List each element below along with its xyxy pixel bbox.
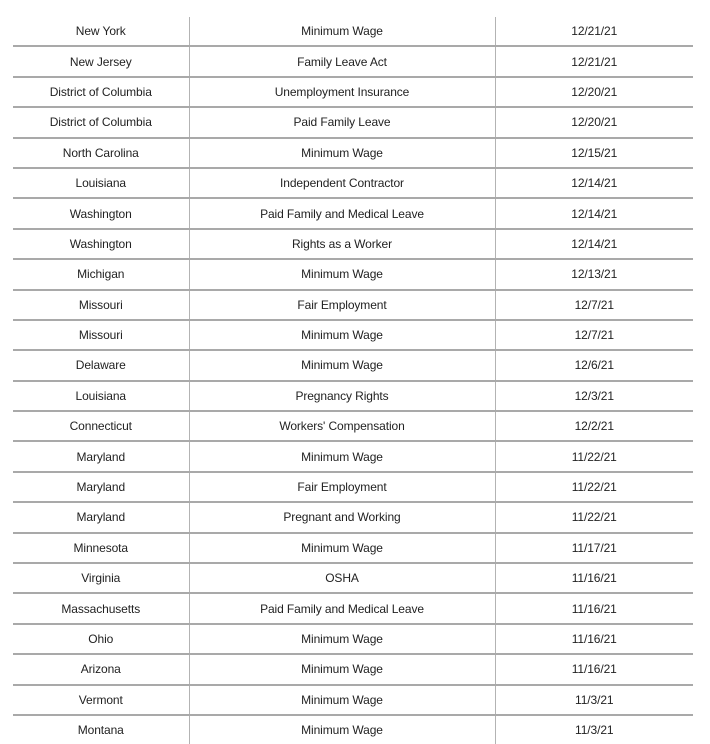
topic-cell: Fair Employment <box>189 290 495 320</box>
state-cell: Maryland <box>13 441 189 471</box>
state-cell: District of Columbia <box>13 77 189 107</box>
date-cell: 12/14/21 <box>495 168 693 198</box>
state-cell: Washington <box>13 198 189 228</box>
topic-cell: Fair Employment <box>189 472 495 502</box>
topic-cell: Rights as a Worker <box>189 229 495 259</box>
date-cell: 11/22/21 <box>495 441 693 471</box>
topic-cell: Family Leave Act <box>189 46 495 76</box>
state-cell: Washington <box>13 229 189 259</box>
table-row <box>13 624 693 654</box>
state-cell: Missouri <box>13 290 189 320</box>
table-row <box>13 715 693 744</box>
table-body <box>13 17 693 744</box>
date-cell: 12/15/21 <box>495 138 693 168</box>
date-cell: 11/16/21 <box>495 624 693 654</box>
date-cell: 12/6/21 <box>495 350 693 380</box>
state-cell: Arizona <box>13 654 189 684</box>
topic-cell: Minimum Wage <box>189 259 495 289</box>
table-row <box>13 168 693 198</box>
table-row <box>13 77 693 107</box>
topic-cell: Pregnant and Working <box>189 502 495 532</box>
state-cell: Michigan <box>13 259 189 289</box>
table-row <box>13 107 693 137</box>
table-row <box>13 563 693 593</box>
state-cell: Connecticut <box>13 411 189 441</box>
topic-cell: Pregnancy Rights <box>189 381 495 411</box>
date-cell: 11/16/21 <box>495 563 693 593</box>
labor-law-updates-table-container <box>13 17 693 744</box>
state-cell: Louisiana <box>13 168 189 198</box>
topic-cell: Workers' Compensation <box>189 411 495 441</box>
date-cell: 12/13/21 <box>495 259 693 289</box>
date-cell: 11/16/21 <box>495 593 693 623</box>
topic-cell: Minimum Wage <box>189 17 495 46</box>
state-cell: District of Columbia <box>13 107 189 137</box>
table-row <box>13 17 693 46</box>
date-cell: 12/20/21 <box>495 107 693 137</box>
topic-cell: Minimum Wage <box>189 715 495 744</box>
topic-cell: Paid Family Leave <box>189 107 495 137</box>
date-cell: 12/2/21 <box>495 411 693 441</box>
date-cell: 12/3/21 <box>495 381 693 411</box>
table-row <box>13 320 693 350</box>
state-cell: Maryland <box>13 502 189 532</box>
topic-cell: Minimum Wage <box>189 624 495 654</box>
state-cell: Vermont <box>13 685 189 715</box>
date-cell: 12/7/21 <box>495 290 693 320</box>
date-cell: 11/3/21 <box>495 685 693 715</box>
table-row <box>13 502 693 532</box>
topic-cell: Minimum Wage <box>189 320 495 350</box>
topic-cell: Minimum Wage <box>189 350 495 380</box>
date-cell: 11/17/21 <box>495 533 693 563</box>
topic-cell: Unemployment Insurance <box>189 77 495 107</box>
state-cell: Maryland <box>13 472 189 502</box>
date-cell: 12/7/21 <box>495 320 693 350</box>
table-row <box>13 259 693 289</box>
table-row <box>13 381 693 411</box>
state-cell: New Jersey <box>13 46 189 76</box>
labor-law-updates-table <box>13 17 693 744</box>
state-cell: Ohio <box>13 624 189 654</box>
date-cell: 12/14/21 <box>495 229 693 259</box>
topic-cell: Paid Family and Medical Leave <box>189 198 495 228</box>
table-row <box>13 46 693 76</box>
topic-cell: Independent Contractor <box>189 168 495 198</box>
table-row <box>13 685 693 715</box>
state-cell: Louisiana <box>13 381 189 411</box>
date-cell: 12/14/21 <box>495 198 693 228</box>
date-cell: 11/22/21 <box>495 502 693 532</box>
table-row <box>13 350 693 380</box>
topic-cell: Paid Family and Medical Leave <box>189 593 495 623</box>
date-cell: 12/20/21 <box>495 77 693 107</box>
topic-cell: Minimum Wage <box>189 685 495 715</box>
date-cell: 12/21/21 <box>495 46 693 76</box>
date-cell: 11/3/21 <box>495 715 693 744</box>
date-cell: 11/22/21 <box>495 472 693 502</box>
state-cell: Delaware <box>13 350 189 380</box>
date-cell: 11/16/21 <box>495 654 693 684</box>
state-cell: New York <box>13 17 189 46</box>
state-cell: Missouri <box>13 320 189 350</box>
table-row <box>13 533 693 563</box>
table-row <box>13 441 693 471</box>
topic-cell: Minimum Wage <box>189 654 495 684</box>
topic-cell: Minimum Wage <box>189 441 495 471</box>
state-cell: Virginia <box>13 563 189 593</box>
table-row <box>13 198 693 228</box>
table-row <box>13 290 693 320</box>
table-row <box>13 138 693 168</box>
table-row <box>13 472 693 502</box>
date-cell: 12/21/21 <box>495 17 693 46</box>
topic-cell: OSHA <box>189 563 495 593</box>
table-row <box>13 654 693 684</box>
state-cell: Minnesota <box>13 533 189 563</box>
table-row <box>13 411 693 441</box>
state-cell: North Carolina <box>13 138 189 168</box>
table-row <box>13 229 693 259</box>
state-cell: Massachusetts <box>13 593 189 623</box>
state-cell: Montana <box>77 723 124 738</box>
topic-cell: Minimum Wage <box>189 533 495 563</box>
topic-cell: Minimum Wage <box>189 138 495 168</box>
table-row <box>13 593 693 623</box>
